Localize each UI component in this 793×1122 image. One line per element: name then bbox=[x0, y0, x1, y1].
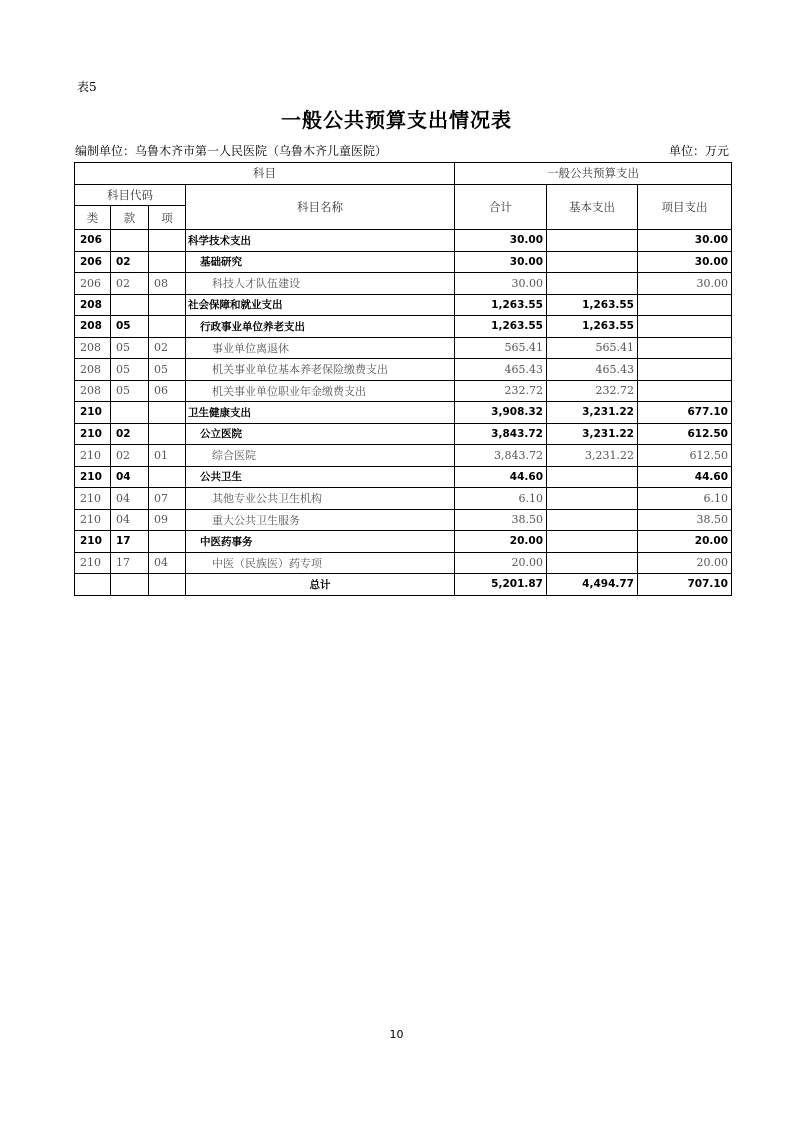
code-lei: 210 bbox=[75, 445, 111, 467]
code-kuan: 17 bbox=[111, 531, 149, 553]
basic-amount bbox=[547, 531, 638, 553]
table-row bbox=[75, 294, 732, 316]
subject-name: 社会保障和就业支出 bbox=[186, 294, 455, 316]
code-kuan: 02 bbox=[111, 273, 149, 295]
code-lei: 208 bbox=[75, 380, 111, 402]
code-xiang: 06 bbox=[149, 380, 186, 402]
code-kuan: 17 bbox=[111, 552, 149, 574]
subject-name: 科学技术支出 bbox=[186, 230, 455, 252]
empty-cell bbox=[75, 574, 111, 596]
grand-total-amount: 5,201.87 bbox=[455, 574, 547, 596]
header-basic: 基本支出 bbox=[547, 184, 638, 230]
code-lei: 206 bbox=[75, 230, 111, 252]
grand-total-row bbox=[75, 574, 732, 596]
code-lei: 210 bbox=[75, 423, 111, 445]
table-row bbox=[75, 445, 732, 467]
code-lei: 210 bbox=[75, 509, 111, 531]
project-amount: 612.50 bbox=[638, 423, 732, 445]
code-kuan: 05 bbox=[111, 316, 149, 338]
basic-amount: 465.43 bbox=[547, 359, 638, 381]
project-amount: 20.00 bbox=[638, 531, 732, 553]
code-kuan: 05 bbox=[111, 359, 149, 381]
grand-total-basic: 4,494.77 bbox=[547, 574, 638, 596]
header-lei: 类 bbox=[75, 206, 111, 230]
project-amount bbox=[638, 359, 732, 381]
table-row bbox=[75, 402, 732, 424]
total-amount: 38.50 bbox=[455, 509, 547, 531]
code-kuan: 02 bbox=[111, 445, 149, 467]
project-amount: 44.60 bbox=[638, 466, 732, 488]
code-xiang bbox=[149, 466, 186, 488]
total-amount: 30.00 bbox=[455, 273, 547, 295]
code-lei: 206 bbox=[75, 251, 111, 273]
subject-name: 卫生健康支出 bbox=[186, 402, 455, 424]
code-xiang: 07 bbox=[149, 488, 186, 510]
code-lei: 210 bbox=[75, 552, 111, 574]
table-row bbox=[75, 251, 732, 273]
code-xiang: 08 bbox=[149, 273, 186, 295]
code-kuan: 04 bbox=[111, 488, 149, 510]
code-kuan: 02 bbox=[111, 251, 149, 273]
basic-amount: 1,263.55 bbox=[547, 316, 638, 338]
subject-name: 基础研究 bbox=[186, 251, 455, 273]
code-kuan: 04 bbox=[111, 509, 149, 531]
code-lei: 210 bbox=[75, 466, 111, 488]
table-row bbox=[75, 423, 732, 445]
header-budget: 一般公共预算支出 bbox=[455, 163, 732, 185]
code-lei: 206 bbox=[75, 273, 111, 295]
code-kuan: 02 bbox=[111, 423, 149, 445]
page-title: 一般公共预算支出情况表 bbox=[281, 108, 512, 132]
basic-amount bbox=[547, 509, 638, 531]
total-amount: 6.10 bbox=[455, 488, 547, 510]
table-row bbox=[75, 230, 732, 252]
total-amount: 3,908.32 bbox=[455, 402, 547, 424]
total-amount: 465.43 bbox=[455, 359, 547, 381]
basic-amount bbox=[547, 251, 638, 273]
project-amount bbox=[638, 337, 732, 359]
project-amount: 30.00 bbox=[638, 273, 732, 295]
table-number: 表5 bbox=[77, 80, 97, 94]
code-xiang bbox=[149, 294, 186, 316]
basic-amount bbox=[547, 552, 638, 574]
empty-cell bbox=[149, 574, 186, 596]
code-xiang bbox=[149, 423, 186, 445]
table-row bbox=[75, 273, 732, 295]
project-amount: 30.00 bbox=[638, 251, 732, 273]
basic-amount: 565.41 bbox=[547, 337, 638, 359]
basic-amount: 232.72 bbox=[547, 380, 638, 402]
total-amount: 20.00 bbox=[455, 531, 547, 553]
code-xiang: 05 bbox=[149, 359, 186, 381]
project-amount: 20.00 bbox=[638, 552, 732, 574]
total-amount: 30.00 bbox=[455, 230, 547, 252]
total-amount: 1,263.55 bbox=[455, 294, 547, 316]
subject-name: 机关事业单位职业年金缴费支出 bbox=[186, 380, 455, 402]
basic-amount bbox=[547, 488, 638, 510]
code-lei: 210 bbox=[75, 402, 111, 424]
header-project: 项目支出 bbox=[638, 184, 732, 230]
total-amount: 232.72 bbox=[455, 380, 547, 402]
budget-expenditure-table bbox=[74, 162, 732, 596]
table-row bbox=[75, 466, 732, 488]
code-xiang: 02 bbox=[149, 337, 186, 359]
total-amount: 3,843.72 bbox=[455, 445, 547, 467]
code-lei: 210 bbox=[75, 531, 111, 553]
subject-name: 重大公共卫生服务 bbox=[186, 509, 455, 531]
table-row bbox=[75, 531, 732, 553]
total-amount: 44.60 bbox=[455, 466, 547, 488]
subject-name: 中医（民族医）药专项 bbox=[186, 552, 455, 574]
basic-amount bbox=[547, 466, 638, 488]
basic-amount bbox=[547, 230, 638, 252]
code-xiang bbox=[149, 402, 186, 424]
page-number: 10 bbox=[389, 1028, 404, 1041]
table-row bbox=[75, 509, 732, 531]
code-lei: 208 bbox=[75, 359, 111, 381]
currency-unit: 单位：万元 bbox=[668, 144, 729, 158]
code-xiang bbox=[149, 251, 186, 273]
code-lei: 208 bbox=[75, 337, 111, 359]
total-amount: 1,263.55 bbox=[455, 316, 547, 338]
table-row bbox=[75, 316, 732, 338]
total-amount: 565.41 bbox=[455, 337, 547, 359]
basic-amount bbox=[547, 273, 638, 295]
header-xiang: 项 bbox=[149, 206, 186, 230]
subject-name: 其他专业公共卫生机构 bbox=[186, 488, 455, 510]
table-row bbox=[75, 552, 732, 574]
subject-name: 机关事业单位基本养老保险缴费支出 bbox=[186, 359, 455, 381]
code-xiang: 04 bbox=[149, 552, 186, 574]
table-row bbox=[75, 359, 732, 381]
code-kuan: 04 bbox=[111, 466, 149, 488]
basic-amount: 1,263.55 bbox=[547, 294, 638, 316]
header-subject: 科目 bbox=[75, 163, 455, 185]
header-total: 合计 bbox=[455, 184, 547, 230]
code-xiang: 01 bbox=[149, 445, 186, 467]
compiling-unit: 编制单位：乌鲁木齐市第一人民医院（乌鲁木齐儿童医院） bbox=[75, 144, 388, 158]
basic-amount: 3,231.22 bbox=[547, 423, 638, 445]
subject-name: 中医药事务 bbox=[186, 531, 455, 553]
table-row bbox=[75, 380, 732, 402]
basic-amount: 3,231.22 bbox=[547, 445, 638, 467]
subject-name: 事业单位离退休 bbox=[186, 337, 455, 359]
code-kuan: 05 bbox=[111, 380, 149, 402]
code-kuan bbox=[111, 230, 149, 252]
code-lei: 208 bbox=[75, 316, 111, 338]
basic-amount: 3,231.22 bbox=[547, 402, 638, 424]
project-amount: 612.50 bbox=[638, 445, 732, 467]
code-lei: 210 bbox=[75, 488, 111, 510]
header-code: 科目代码 bbox=[75, 184, 186, 206]
code-xiang bbox=[149, 531, 186, 553]
subject-name: 公立医院 bbox=[186, 423, 455, 445]
project-amount: 30.00 bbox=[638, 230, 732, 252]
project-amount: 38.50 bbox=[638, 509, 732, 531]
code-xiang bbox=[149, 230, 186, 252]
header-kuan: 款 bbox=[111, 206, 149, 230]
code-kuan bbox=[111, 402, 149, 424]
subject-name: 综合医院 bbox=[186, 445, 455, 467]
project-amount bbox=[638, 380, 732, 402]
grand-total-project: 707.10 bbox=[638, 574, 732, 596]
header-name: 科目名称 bbox=[186, 184, 455, 230]
table-row bbox=[75, 337, 732, 359]
grand-total-label: 总计 bbox=[186, 574, 455, 596]
total-amount: 20.00 bbox=[455, 552, 547, 574]
subject-name: 行政事业单位养老支出 bbox=[186, 316, 455, 338]
empty-cell bbox=[111, 574, 149, 596]
subject-name: 科技人才队伍建设 bbox=[186, 273, 455, 295]
code-xiang bbox=[149, 316, 186, 338]
project-amount bbox=[638, 316, 732, 338]
code-xiang: 09 bbox=[149, 509, 186, 531]
subject-name: 公共卫生 bbox=[186, 466, 455, 488]
project-amount: 677.10 bbox=[638, 402, 732, 424]
project-amount bbox=[638, 294, 732, 316]
project-amount: 6.10 bbox=[638, 488, 732, 510]
total-amount: 30.00 bbox=[455, 251, 547, 273]
table-row bbox=[75, 488, 732, 510]
code-kuan: 05 bbox=[111, 337, 149, 359]
code-lei: 208 bbox=[75, 294, 111, 316]
total-amount: 3,843.72 bbox=[455, 423, 547, 445]
code-kuan bbox=[111, 294, 149, 316]
